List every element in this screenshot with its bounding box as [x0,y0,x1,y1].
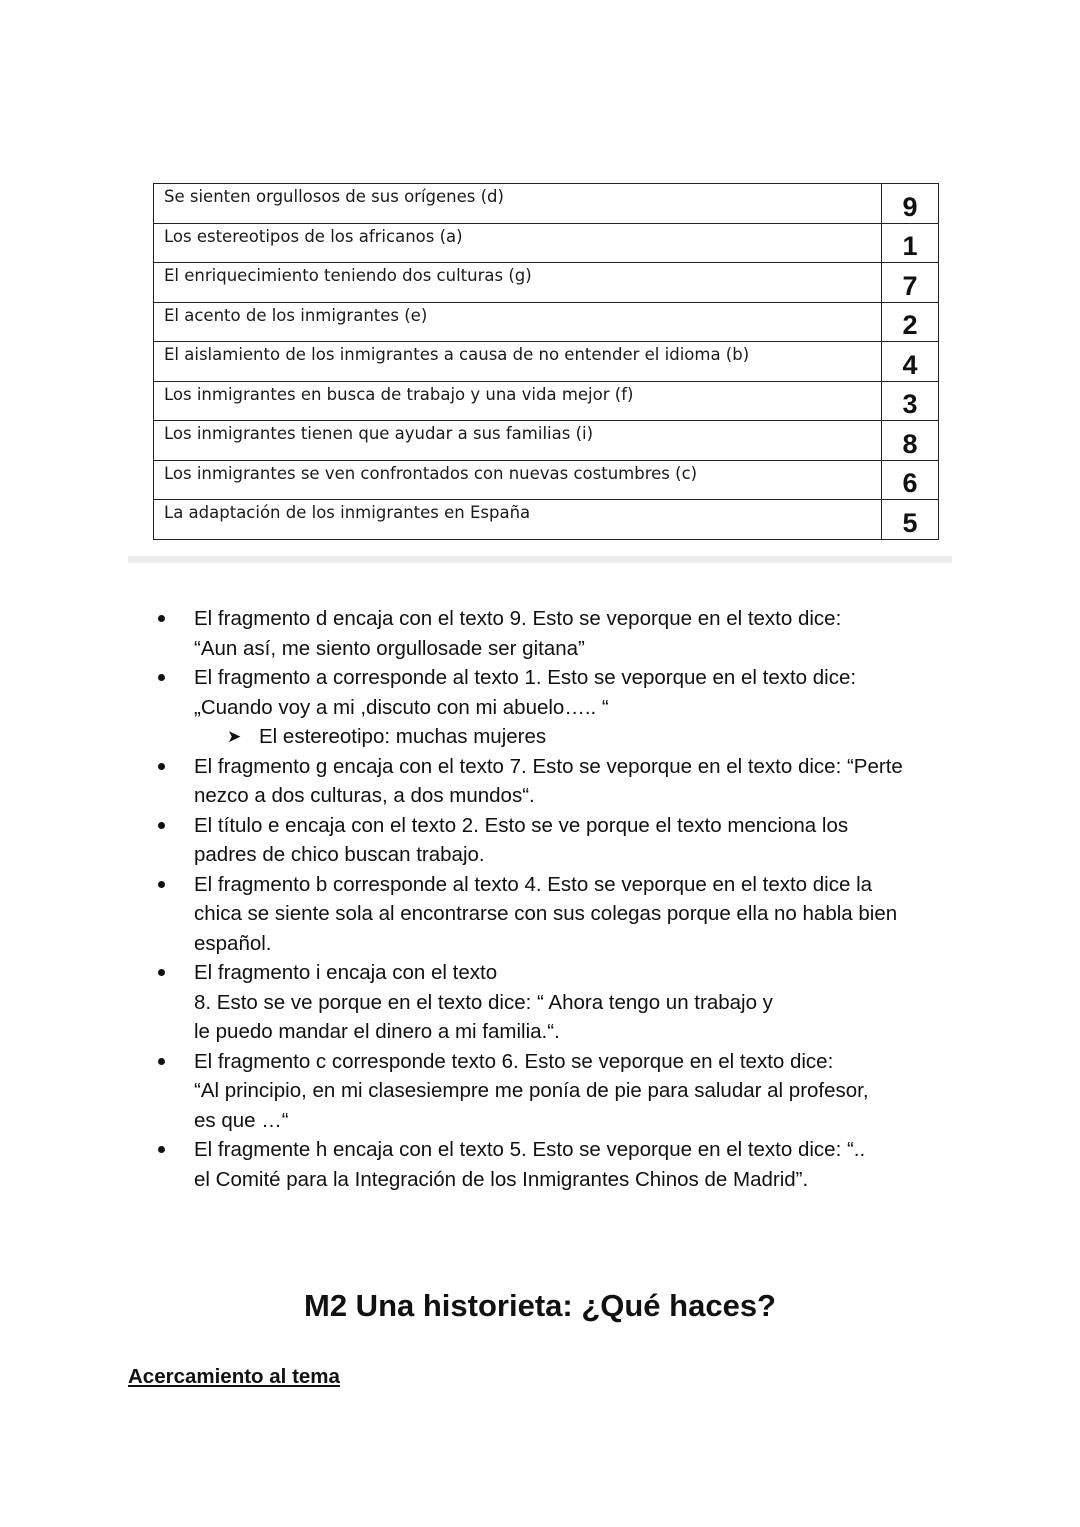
list-item [157,752,957,811]
row-description: Los estereotipos de los africanos (a) [154,223,882,263]
answer-text: El fragmento i encaja con el texto 8. Esto se ve porque en el texto dice: “ Ahora tengo un trabajo y le puedo mandar el dinero a mi familia.“. [194,961,773,1043]
arrow-bullet-icon: ➤ [227,727,242,746]
answer-text: El título e encaja con el texto 2. Esto se ve porque el texto menciona los padres de chico buscan trabajo. [194,813,849,866]
row-description: Los inmigrantes tienen que ayudar a sus familias (i) [154,421,882,461]
table-row [154,184,939,224]
answer-text: El fragmente h encaja con el texto 5. Esto se veporque en el texto dice: “.. el Comité para la Integración de los Inmigrantes Chinos de Madrid”. [194,1138,866,1191]
answers-list [157,604,957,1194]
table-row [154,460,939,500]
bullet-icon [158,1146,165,1153]
row-number: 8 [881,421,938,461]
table-row [154,342,939,382]
bullet-icon [158,615,165,622]
row-description: Los inmigrantes se ven confrontados con nuevas costumbres (c) [154,460,882,500]
answer-text: El estereotipo: muchas mujeres [259,725,547,748]
answer-text: El fragmento b corresponde al texto 4. Esto se veporque en el texto dice la chica se siente sola al encontrarse con sus colegas porque ella no habla bien español. [194,872,898,955]
bullet-icon [158,763,165,770]
list-item [157,663,957,722]
matching-table [153,183,939,540]
row-number: 3 [881,381,938,421]
row-description: El acento de los inmigrantes (e) [154,302,882,342]
answer-text: El fragmento d encaja con el texto 9. Esto se veporque en el texto dice: “Aun así, me siento orgullosade ser gitana” [194,607,842,660]
row-number: 6 [881,460,938,500]
list-item [157,604,957,663]
subheading: Acercamiento al tema [128,1365,340,1388]
row-description: Los inmigrantes en busca de trabajo y una vida mejor (f) [154,381,882,421]
row-number: 2 [881,302,938,342]
divider [128,556,952,563]
list-item [157,870,957,959]
row-description: El aislamiento de los inmigrantes a causa de no entender el idioma (b) [154,342,882,382]
bullet-icon [158,1058,165,1065]
section-title: M2 Una historieta: ¿Qué haces? [304,1288,776,1323]
table-row [154,500,939,540]
bullet-icon [158,881,165,888]
list-item [157,811,957,870]
row-number: 7 [881,263,938,303]
bullet-icon [158,674,165,681]
bullet-icon [158,822,165,829]
answer-text: El fragmento g encaja con el texto 7. Esto se veporque en el texto dice: “Perte nezco a dos culturas, a dos mundos“. [194,754,903,807]
row-number: 1 [881,223,938,263]
row-description: La adaptación de los inmigrantes en España [154,500,882,540]
row-number: 5 [881,500,938,540]
answer-text: El fragmento a corresponde al texto 1. Esto se veporque en el texto dice: „Cuando voy a mi ,discuto con mi abuelo….. “ [194,666,857,719]
row-number: 4 [881,342,938,382]
list-item [157,1047,957,1136]
list-item [157,958,957,1047]
list-item [157,722,957,752]
row-description: El enriquecimiento teniendo dos culturas (g) [154,263,882,303]
answer-text: El fragmento c corresponde texto 6. Esto se veporque en el texto dice: “Al principio, en mi clasesiempre me ponía de pie para saludar al profesor, es que …“ [194,1049,869,1132]
list-item [157,1135,957,1194]
table-row [154,421,939,461]
table-row [154,223,939,263]
row-description: Se sienten orgullosos de sus orígenes (d) [154,184,882,224]
row-number: 9 [881,184,938,224]
table-row [154,302,939,342]
table-row [154,263,939,303]
table-row [154,381,939,421]
bullet-icon [158,969,165,976]
